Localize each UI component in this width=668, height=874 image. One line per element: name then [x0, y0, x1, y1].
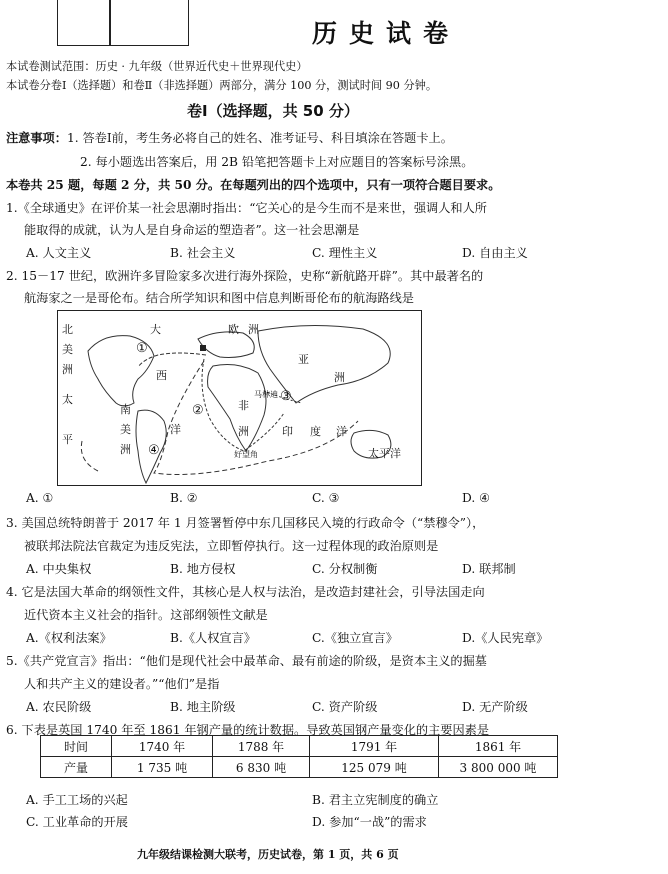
map-label-europe: 欧	[228, 323, 239, 336]
q5-option-c: C. 资产阶级	[312, 700, 378, 714]
q2-option-b: B. ②	[170, 491, 198, 505]
map-label-south: 南	[120, 403, 131, 416]
table-cell: 1740 年	[112, 736, 213, 757]
table-cell: 时间	[41, 736, 112, 757]
instruction: 本卷共 25 题，每题 2 分，共 50 分。在每题列出的四个选项中，只有一项符合题目要求。	[6, 178, 501, 192]
q5-option-d: D. 无产阶级	[462, 700, 528, 714]
q6-option-a: A. 手工工场的兴起	[26, 793, 128, 807]
scope-line: 本试卷测试范围：历史 · 九年级（世界近代史＋世界现代史）	[6, 60, 308, 73]
q2-option-a: A. ①	[26, 491, 54, 505]
table-cell: 1 735 吨	[112, 757, 213, 778]
route-4-marker: ④	[148, 443, 160, 458]
q5-line2: 人和共产主义的建设者。”“他们”是指	[24, 677, 220, 691]
map-label-pacific-tai: 太	[62, 393, 73, 406]
map-label-cape: 好望角	[234, 450, 258, 459]
map-label-continent2: 洲	[120, 443, 131, 456]
q4-line1: 4. 它是法国大革命的纲领性文件，其核心是人权与法治，是改造封建社会，引导法国走向	[6, 585, 485, 599]
q4-option-d: D.《人民宪章》	[462, 631, 549, 645]
map-label-north: 北	[62, 323, 73, 336]
q4-option-a: A.《权利法案》	[26, 631, 112, 645]
table-cell: 3 800 000 吨	[439, 757, 558, 778]
q1-option-a: A. 人文主义	[26, 246, 92, 260]
q2-line2: 航海家之一是哥伦布。结合所学知识和图中信息判断哥伦布的航海路线是	[24, 291, 414, 305]
map-label-europe2: 洲	[248, 323, 259, 336]
q4-line2: 近代资本主义社会的指针。这部纲领性文献是	[24, 608, 268, 622]
route-1-marker: ①	[136, 341, 148, 356]
table-cell: 125 079 吨	[310, 757, 439, 778]
q1-line2: 能取得的成就，认为人是自身命运的塑造者”。这一社会思潮是	[24, 223, 360, 237]
map-label-america1: 美	[62, 343, 73, 356]
format-line: 本试卷分卷Ⅰ（选择题）和卷Ⅱ（非选择题）两部分，满分 100 分，测试时间 90 分钟。	[6, 79, 438, 92]
q6-option-c: C. 工业革命的开展	[26, 815, 128, 829]
map-label-asia-ya: 亚	[298, 353, 309, 366]
map-label-da: 大	[150, 323, 161, 336]
header-box-right	[109, 0, 189, 46]
africa-outline	[208, 365, 266, 451]
table-row	[41, 736, 558, 757]
map-label-continent1: 洲	[62, 363, 73, 376]
notes-label: 注意事项：	[6, 131, 67, 145]
page-footer: 九年级结课检测大联考，历史试卷，第 1 页，共 6 页	[137, 848, 399, 861]
q5-option-a: A. 农民阶级	[26, 700, 92, 714]
map-label-du: 度	[310, 425, 321, 438]
q3-line2: 被联邦法院法官裁定为违反宪法，立即暂停执行。这一过程体现的政治原则是	[24, 539, 439, 553]
header-box-left	[57, 0, 111, 46]
q5-line1: 5.《共产党宣言》指出：“他们是现代社会中最革命、最有前途的阶级，是资本主义的掘墓	[6, 654, 487, 668]
map-label-yin: 印	[282, 425, 293, 438]
q1-line1: 1.《全球通史》在评价某一社会思潮时指出：“它关心的是今生而不是来世，强调人和人所	[6, 201, 487, 215]
q2-option-d: D. ④	[462, 491, 491, 505]
map-label-xi: 西	[156, 369, 167, 382]
europe-outline	[198, 332, 254, 358]
note-1: 1. 答卷Ⅰ前，考生务必将自己的姓名、准考证号、科目填涂在答题卡上。	[66, 131, 453, 145]
map-label-yang2: 洋	[170, 423, 181, 436]
q3-option-d: D. 联邦制	[462, 562, 516, 576]
map-label-america2: 美	[120, 423, 131, 436]
q1-option-b: B. 社会主义	[170, 246, 236, 260]
table-cell: 产量	[41, 757, 112, 778]
page-title: 历史试卷	[312, 19, 461, 48]
note-2: 2. 每小题选出答案后，用 2B 铅笔把答题卡上对应题目的答案标号涂黑。	[80, 155, 474, 169]
route-4-pacific	[81, 441, 98, 471]
map-label-malindi: 马林迪	[254, 390, 278, 399]
part-title: 卷Ⅰ（选择题，共 50 分）	[187, 102, 359, 120]
q2-line1: 2. 15－17 世纪，欧洲许多冒险家多次进行海外探险，史称“新航路开辟”。其中最著名的	[6, 269, 484, 283]
q4-option-b: B.《人权宣言》	[170, 631, 256, 645]
q6-option-d: D. 参加“一战”的需求	[312, 815, 427, 829]
map-label-asia-zhou: 洲	[334, 371, 345, 384]
map-label-africa-zhou: 洲	[238, 425, 249, 438]
map-label-africa-fei: 非	[238, 399, 249, 412]
table-row	[41, 757, 558, 778]
q4-option-c: C.《独立宣言》	[312, 631, 398, 645]
q6-line1: 6. 下表是英国 1740 年至 1861 年钢产量的统计数据。导致英国钢产量变化的主要因素是	[6, 723, 490, 737]
map-label-yang: 洋	[336, 425, 347, 438]
q3-option-a: A. 中央集权	[26, 562, 92, 576]
iberia-mark	[200, 345, 206, 351]
q1-option-c: C. 理性主义	[312, 246, 378, 260]
table-cell: 1788 年	[213, 736, 310, 757]
voyage-map	[57, 310, 422, 486]
q6-option-b: B. 君主立宪制度的确立	[312, 793, 439, 807]
table-cell: 1861 年	[439, 736, 558, 757]
q3-option-c: C. 分权制衡	[312, 562, 378, 576]
table-cell: 1791 年	[310, 736, 439, 757]
q5-option-b: B. 地主阶级	[170, 700, 236, 714]
table-cell: 6 830 吨	[213, 757, 310, 778]
q3-option-b: B. 地方侵权	[170, 562, 236, 576]
route-2-marker: ②	[192, 403, 204, 418]
notes-block	[6, 129, 453, 146]
q3-line1: 3. 美国总统特朗普于 2017 年 1 月签署暂停中东几国移民入境的行政命令（“禁穆令”），	[6, 516, 485, 530]
route-3-marker: ③	[280, 389, 292, 404]
q1-option-d: D. 自由主义	[462, 246, 528, 260]
q2-option-c: C. ③	[312, 491, 340, 505]
map-label-pacific-ping: 平	[62, 433, 73, 446]
map-label-pacific-right: 太平洋	[368, 447, 401, 460]
route-1-path	[138, 353, 206, 367]
steel-production-table	[40, 735, 558, 778]
